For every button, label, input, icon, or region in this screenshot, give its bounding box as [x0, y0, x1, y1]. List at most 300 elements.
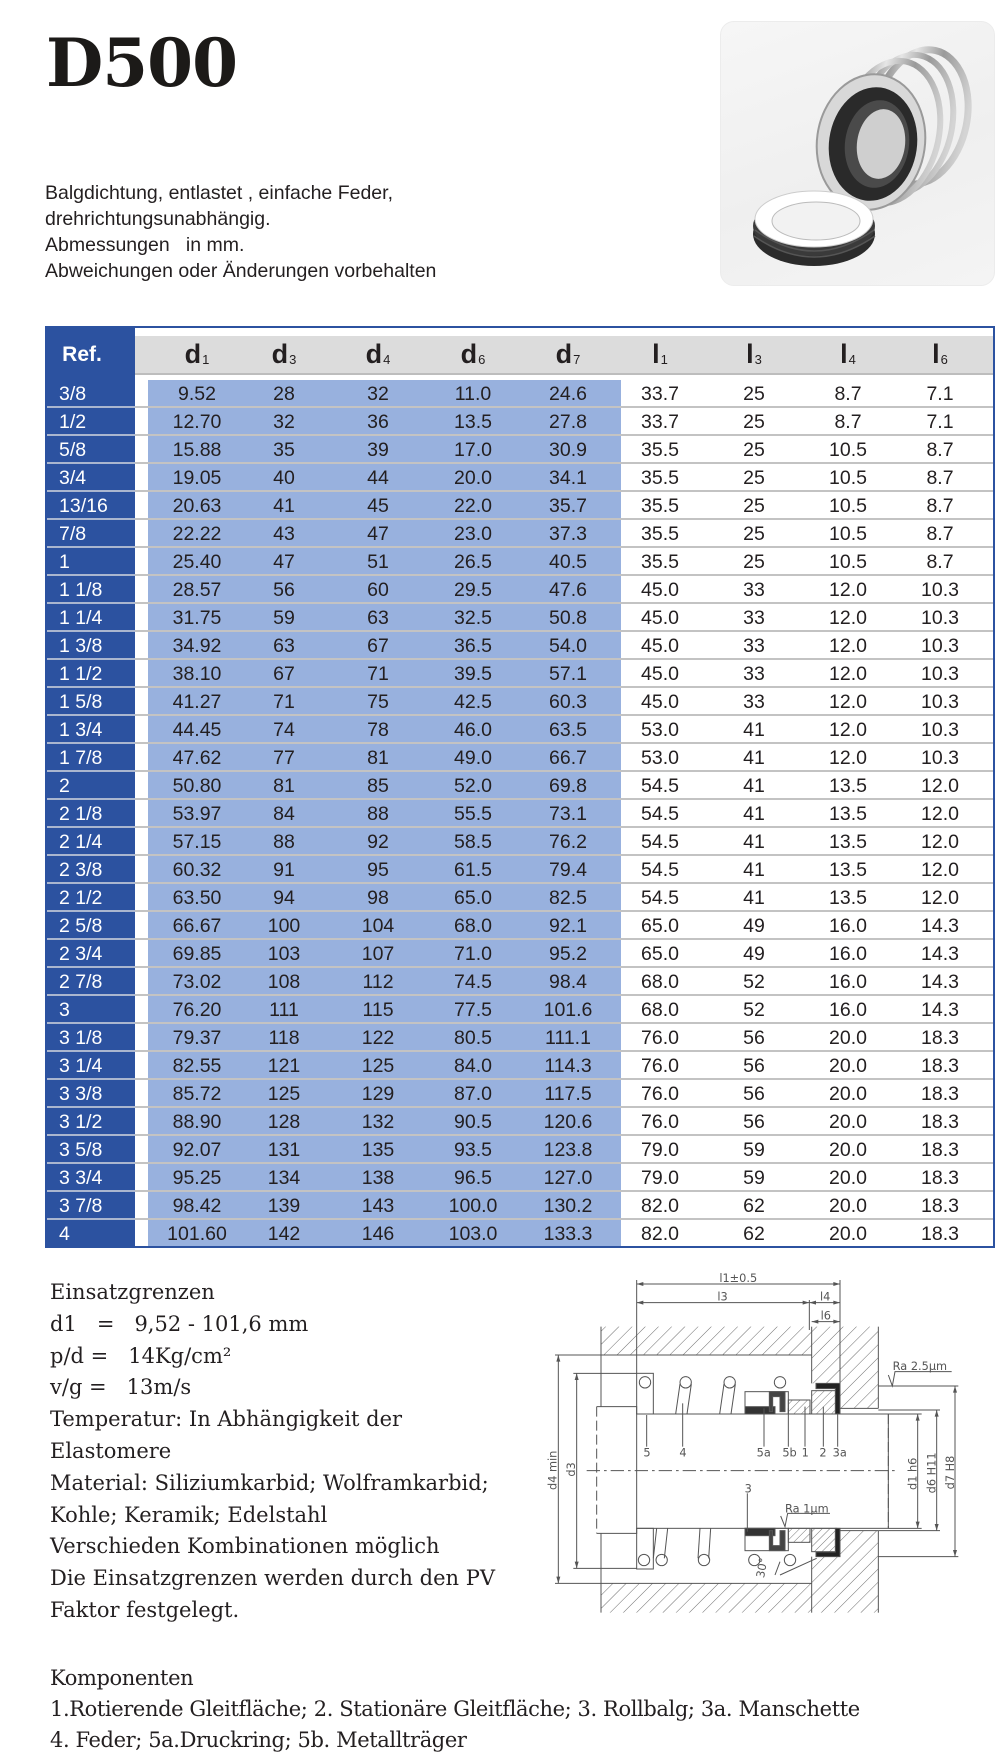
value-cell: 115: [362, 999, 394, 1021]
value-cell: 16.0: [829, 999, 867, 1021]
value-cell: 79.37: [172, 1027, 222, 1049]
table-row: [47, 912, 993, 940]
value-cell: 41: [743, 859, 765, 881]
value-cell: 88: [367, 803, 389, 825]
value-cell: 85: [367, 775, 389, 797]
value-cell: 50.8: [549, 607, 587, 629]
table-row: [47, 800, 993, 828]
ref-cell: 2 3/4: [59, 943, 103, 965]
header-d3: [239, 336, 329, 373]
value-cell: 14.3: [921, 999, 959, 1021]
header-symbol: d: [460, 339, 478, 369]
value-cell: 18.3: [921, 1111, 959, 1133]
value-cell: 88.90: [172, 1111, 222, 1133]
header-symbol: l: [932, 339, 940, 369]
value-cell: 56: [743, 1055, 765, 1077]
value-cell: 78: [367, 719, 389, 741]
ref-cell: 2 1/8: [59, 803, 103, 825]
value-cell: 146: [361, 1223, 395, 1245]
value-cell: 45: [367, 495, 389, 517]
description-line: drehrichtungsunabhängig.: [45, 208, 271, 230]
value-cell: 82.0: [641, 1195, 679, 1217]
table-row: [47, 1220, 993, 1248]
d3-label: d3: [564, 1462, 578, 1477]
value-cell: 114.3: [544, 1055, 592, 1077]
value-cell: 50.80: [172, 775, 222, 797]
value-cell: 58.5: [454, 831, 492, 853]
value-cell: 18.3: [921, 1083, 959, 1105]
value-cell: 101.60: [167, 1223, 227, 1245]
ref-cell: 3/8: [59, 383, 87, 405]
value-cell: 12.0: [921, 803, 959, 825]
value-cell: 41: [743, 831, 765, 853]
value-cell: 26.5: [454, 551, 492, 573]
value-cell: 12.0: [921, 831, 959, 853]
table-row: [47, 436, 993, 464]
value-cell: 20.0: [829, 1083, 867, 1105]
value-cell: 28: [273, 383, 295, 405]
value-cell: 22.22: [172, 523, 222, 545]
value-cell: 61.5: [454, 859, 492, 881]
technical-drawing: [540, 1260, 1000, 1620]
limits-line: Kohle; Keramik; Edelstahl: [50, 1502, 328, 1527]
ref-cell: 1 3/8: [59, 635, 103, 657]
value-cell: 44.45: [172, 719, 222, 741]
product-description: [45, 180, 436, 284]
value-cell: 44: [367, 467, 389, 489]
table-row: [47, 856, 993, 884]
value-cell: 47.6: [549, 579, 587, 601]
value-cell: 65.0: [641, 915, 679, 937]
value-cell: 20.0: [829, 1139, 867, 1161]
table-row: [47, 492, 993, 520]
ref-cell: 1 1/2: [59, 663, 103, 685]
value-cell: 33: [743, 579, 765, 601]
value-cell: 8.7: [926, 523, 954, 545]
value-cell: 59: [743, 1139, 765, 1161]
value-cell: 11.0: [454, 383, 492, 405]
value-cell: 95.2: [549, 943, 587, 965]
table-row: [47, 380, 993, 408]
value-cell: 60.32: [172, 859, 222, 881]
seal-image-icon: [721, 22, 994, 285]
value-cell: 134: [267, 1167, 301, 1189]
value-cell: 94: [273, 887, 295, 909]
value-cell: 10.3: [921, 747, 959, 769]
value-cell: 13.5: [829, 803, 867, 825]
limits-line: Material: Siliziumkarbid; Wolframkarbid;: [50, 1470, 489, 1495]
value-cell: 7.1: [926, 411, 954, 433]
header-d4: [333, 336, 423, 373]
value-cell: 35.5: [641, 439, 679, 461]
header-l3: [709, 336, 799, 373]
value-cell: 62: [743, 1195, 765, 1217]
ref-cell: 5/8: [59, 439, 87, 461]
value-cell: 47.62: [172, 747, 222, 769]
value-cell: 75: [367, 691, 389, 713]
value-cell: 12.0: [921, 775, 959, 797]
value-cell: 56: [743, 1027, 765, 1049]
part-label-4: 4: [679, 1445, 687, 1460]
value-cell: 76.20: [172, 999, 222, 1021]
value-cell: 67: [273, 663, 295, 685]
value-cell: 104: [361, 915, 395, 937]
value-cell: 51: [367, 551, 389, 573]
value-cell: 10.3: [921, 635, 959, 657]
header-d6: [428, 336, 518, 373]
value-cell: 81: [273, 775, 295, 797]
value-cell: 20.0: [829, 1027, 867, 1049]
header-ref: Ref.: [62, 343, 102, 366]
value-cell: 65.0: [454, 887, 492, 909]
value-cell: 98.4: [549, 971, 587, 993]
header-symbol: l: [652, 339, 660, 369]
value-cell: 39.5: [454, 663, 492, 685]
header-d7: [523, 336, 613, 373]
value-cell: 120.6: [543, 1111, 593, 1133]
value-cell: 10.3: [921, 579, 959, 601]
value-cell: 79.0: [641, 1167, 679, 1189]
value-cell: 41: [743, 775, 765, 797]
value-cell: 13.5: [454, 411, 492, 433]
dim-l6-label: l6: [820, 1308, 832, 1323]
ref-cell: 1: [59, 551, 70, 573]
limits-line: Faktor festgelegt.: [50, 1597, 240, 1622]
value-cell: 56: [743, 1083, 765, 1105]
table-row: [47, 940, 993, 968]
ra-bottom-label: Ra 1µm: [785, 1501, 829, 1516]
value-cell: 90.5: [454, 1111, 492, 1133]
value-cell: 10.5: [829, 523, 867, 545]
value-cell: 98: [367, 887, 389, 909]
value-cell: 13.5: [829, 831, 867, 853]
value-cell: 33: [743, 607, 765, 629]
value-cell: 10.3: [921, 719, 959, 741]
value-cell: 107: [361, 943, 395, 965]
table-row: [47, 1164, 993, 1192]
value-cell: 33: [743, 663, 765, 685]
value-cell: 45.0: [641, 635, 679, 657]
value-cell: 101.6: [543, 999, 593, 1021]
ref-cell: 1 1/4: [59, 607, 103, 629]
value-cell: 131: [267, 1139, 301, 1161]
ref-cell: 13/16: [59, 495, 108, 517]
value-cell: 71: [273, 691, 295, 713]
value-cell: 74.5: [454, 971, 492, 993]
table-row: [47, 884, 993, 912]
value-cell: 45.0: [641, 579, 679, 601]
value-cell: 63: [273, 635, 295, 657]
ref-cell: 3 3/8: [59, 1083, 103, 1105]
value-cell: 24.6: [549, 383, 587, 405]
dim-l3-label: l3: [717, 1289, 728, 1304]
table-row: [47, 408, 993, 436]
value-cell: 33: [743, 635, 765, 657]
part-label-3a: 3a: [832, 1445, 847, 1460]
value-cell: 12.0: [829, 663, 867, 685]
description-line: Balgdichtung, entlastet , einfache Feder,: [45, 182, 393, 204]
limits-line: d1 = 9,52 - 101,6 mm: [50, 1311, 309, 1336]
value-cell: 12.0: [829, 719, 867, 741]
value-cell: 91: [273, 859, 295, 881]
value-cell: 35.7: [549, 495, 587, 517]
ref-cell: 3 7/8: [59, 1195, 103, 1217]
value-cell: 81: [367, 747, 389, 769]
value-cell: 130.2: [543, 1195, 593, 1217]
value-cell: 69.8: [549, 775, 587, 797]
value-cell: 30.9: [549, 439, 587, 461]
value-cell: 33.7: [641, 383, 679, 405]
value-cell: 125: [267, 1083, 301, 1105]
value-cell: 12.0: [829, 691, 867, 713]
value-cell: 43: [273, 523, 295, 545]
ref-cell: 3 1/2: [59, 1111, 103, 1133]
table-row: [47, 772, 993, 800]
value-cell: 76.0: [641, 1027, 679, 1049]
value-cell: 73.1: [549, 803, 587, 825]
value-cell: 42.5: [454, 691, 492, 713]
product-title: D500: [46, 24, 238, 102]
value-cell: 132: [361, 1111, 395, 1133]
value-cell: 84: [273, 803, 295, 825]
value-cell: 127.0: [543, 1167, 593, 1189]
value-cell: 33.7: [641, 411, 679, 433]
table-row: [47, 1024, 993, 1052]
header-subscript: 3: [289, 352, 297, 367]
value-cell: 8.7: [926, 495, 954, 517]
value-cell: 76.0: [641, 1111, 679, 1133]
value-cell: 60.3: [549, 691, 587, 713]
value-cell: 77.5: [454, 999, 492, 1021]
ref-cell: 1 5/8: [59, 691, 103, 713]
table-row: [47, 604, 993, 632]
value-cell: 111: [269, 999, 299, 1021]
value-cell: 31.75: [172, 607, 222, 629]
ref-cell: 3 1/4: [59, 1055, 103, 1077]
part-label-5: 5: [643, 1445, 651, 1460]
table-row: [47, 1192, 993, 1220]
ref-cell: 2 3/8: [59, 859, 103, 881]
value-cell: 138: [361, 1167, 395, 1189]
value-cell: 93.5: [454, 1139, 492, 1161]
header-subscript: 6: [478, 352, 486, 367]
value-cell: 95.25: [172, 1167, 222, 1189]
value-cell: 12.70: [172, 411, 222, 433]
header-subscript: 4: [848, 352, 856, 367]
value-cell: 92.1: [549, 915, 587, 937]
value-cell: 68.0: [454, 915, 492, 937]
header-subscript: 3: [754, 352, 762, 367]
value-cell: 40.5: [549, 551, 587, 573]
header-subscript: 4: [383, 352, 391, 367]
value-cell: 41: [273, 495, 295, 517]
value-cell: 125: [361, 1055, 395, 1077]
value-cell: 12.0: [829, 607, 867, 629]
value-cell: 53.0: [641, 747, 679, 769]
value-cell: 84.0: [454, 1055, 492, 1077]
ref-cell: 2 1/4: [59, 831, 103, 853]
value-cell: 54.5: [641, 887, 679, 909]
components-list: [50, 1663, 860, 1756]
ref-cell: 4: [59, 1223, 70, 1245]
value-cell: 96.5: [454, 1167, 492, 1189]
table-row: [47, 716, 993, 744]
value-cell: 20.0: [829, 1167, 867, 1189]
value-cell: 37.3: [549, 523, 587, 545]
value-cell: 29.5: [454, 579, 492, 601]
value-cell: 20.0: [829, 1111, 867, 1133]
value-cell: 12.0: [829, 747, 867, 769]
value-cell: 9.52: [178, 383, 216, 405]
value-cell: 27.8: [549, 411, 587, 433]
value-cell: 20.0: [829, 1223, 867, 1245]
table-row: [47, 688, 993, 716]
value-cell: 18.3: [921, 1195, 959, 1217]
table-row: [47, 632, 993, 660]
value-cell: 100: [267, 915, 301, 937]
value-cell: 7.1: [926, 383, 954, 405]
value-cell: 49: [743, 943, 765, 965]
value-cell: 82.0: [641, 1223, 679, 1245]
value-cell: 123.8: [543, 1139, 593, 1161]
value-cell: 73.02: [172, 971, 222, 993]
header-d1: [152, 336, 242, 373]
ref-cell: 3 1/8: [59, 1027, 103, 1049]
value-cell: 87.0: [454, 1083, 492, 1105]
value-cell: 35.5: [641, 551, 679, 573]
limits-line: v/g = 13m/s: [50, 1375, 192, 1400]
value-cell: 85.72: [172, 1083, 222, 1105]
value-cell: 68.0: [641, 971, 679, 993]
value-cell: 12.0: [921, 859, 959, 881]
value-cell: 25: [743, 383, 765, 405]
limits-heading: Einsatzgrenzen: [50, 1280, 215, 1304]
limits-line: Elastomere: [50, 1438, 172, 1463]
value-cell: 25.40: [172, 551, 222, 573]
header-subscript: 6: [940, 352, 948, 367]
value-cell: 133.3: [543, 1223, 593, 1245]
table-row: [47, 660, 993, 688]
value-cell: 25: [743, 551, 765, 573]
table-row: [47, 520, 993, 548]
value-cell: 38.10: [172, 663, 222, 685]
value-cell: 139: [267, 1195, 301, 1217]
value-cell: 18.3: [921, 1055, 959, 1077]
value-cell: 63.5: [549, 719, 587, 741]
table-row: [47, 968, 993, 996]
value-cell: 25: [743, 523, 765, 545]
mechanical-seal-photo: [720, 21, 995, 286]
components-heading: Komponenten: [50, 1666, 194, 1690]
ref-cell: 7/8: [59, 523, 87, 545]
components-line: 1.Rotierende Gleitfläche; 2. Stationäre Gleitfläche; 3. Rollbalg; 3a. Manschette: [50, 1697, 860, 1721]
header-symbol: d: [271, 339, 289, 369]
value-cell: 10.5: [829, 495, 867, 517]
value-cell: 41: [743, 719, 765, 741]
angle-label: 30°: [753, 1556, 771, 1579]
value-cell: 19.05: [172, 467, 222, 489]
d7-label: d7 H8: [943, 1455, 957, 1490]
limits-line: Temperatur: In Abhängigkeit der: [50, 1407, 403, 1432]
seal-cross-section-diagram: [540, 1260, 1000, 1620]
value-cell: 18.3: [921, 1167, 959, 1189]
ref-cell: 3: [59, 999, 70, 1021]
ref-cell: 1 3/4: [59, 719, 103, 741]
value-cell: 77: [273, 747, 295, 769]
description-line: Abmessungen in mm.: [45, 234, 245, 256]
value-cell: 32: [367, 383, 389, 405]
value-cell: 22.0: [454, 495, 492, 517]
part-label-3: 3: [744, 1481, 752, 1496]
value-cell: 53.0: [641, 719, 679, 741]
table-row: [47, 576, 993, 604]
value-cell: 92: [367, 831, 389, 853]
value-cell: 56: [273, 579, 295, 601]
value-cell: 117.5: [544, 1083, 592, 1105]
value-cell: 69.85: [172, 943, 222, 965]
value-cell: 45.0: [641, 691, 679, 713]
value-cell: 8.7: [926, 467, 954, 489]
value-cell: 79.0: [641, 1139, 679, 1161]
limits-line: Verschieden Kombinationen möglich: [50, 1534, 440, 1559]
value-cell: 66.67: [172, 915, 222, 937]
value-cell: 32.5: [454, 607, 492, 629]
value-cell: 14.3: [921, 915, 959, 937]
value-cell: 143: [361, 1195, 395, 1217]
value-cell: 92.07: [172, 1139, 222, 1161]
ref-cell: 2 5/8: [59, 915, 103, 937]
value-cell: 71: [367, 663, 389, 685]
table-row: [47, 548, 993, 576]
table-row: [47, 1136, 993, 1164]
value-cell: 45.0: [641, 663, 679, 685]
value-cell: 13.5: [829, 887, 867, 909]
header-symbol: l: [840, 339, 848, 369]
ref-cell: 1 1/8: [59, 579, 103, 601]
value-cell: 10.5: [829, 439, 867, 461]
value-cell: 35: [273, 439, 295, 461]
value-cell: 103: [267, 943, 301, 965]
value-cell: 112: [362, 971, 394, 993]
value-cell: 8.7: [834, 383, 862, 405]
ref-cell: 1/2: [59, 411, 87, 433]
value-cell: 23.0: [454, 523, 492, 545]
value-cell: 40: [273, 467, 295, 489]
value-cell: 35.5: [641, 467, 679, 489]
value-cell: 54.5: [641, 831, 679, 853]
value-cell: 34.92: [172, 635, 222, 657]
value-cell: 36.5: [454, 635, 492, 657]
value-cell: 98.42: [172, 1195, 222, 1217]
value-cell: 65.0: [641, 943, 679, 965]
d4-label: d4 min: [545, 1450, 560, 1490]
value-cell: 54.5: [641, 803, 679, 825]
ref-cell: 3 5/8: [59, 1139, 103, 1161]
value-cell: 63: [367, 607, 389, 629]
value-cell: 8.7: [926, 439, 954, 461]
value-cell: 20.0: [829, 1055, 867, 1077]
header-symbol: d: [184, 339, 202, 369]
value-cell: 8.7: [834, 411, 862, 433]
table-row: [47, 744, 993, 772]
dimensions-table: [45, 326, 995, 1248]
value-cell: 10.5: [829, 551, 867, 573]
value-cell: 16.0: [829, 943, 867, 965]
value-cell: 45.0: [641, 607, 679, 629]
value-cell: 66.7: [549, 747, 587, 769]
value-cell: 14.3: [921, 971, 959, 993]
value-cell: 82.5: [549, 887, 587, 909]
